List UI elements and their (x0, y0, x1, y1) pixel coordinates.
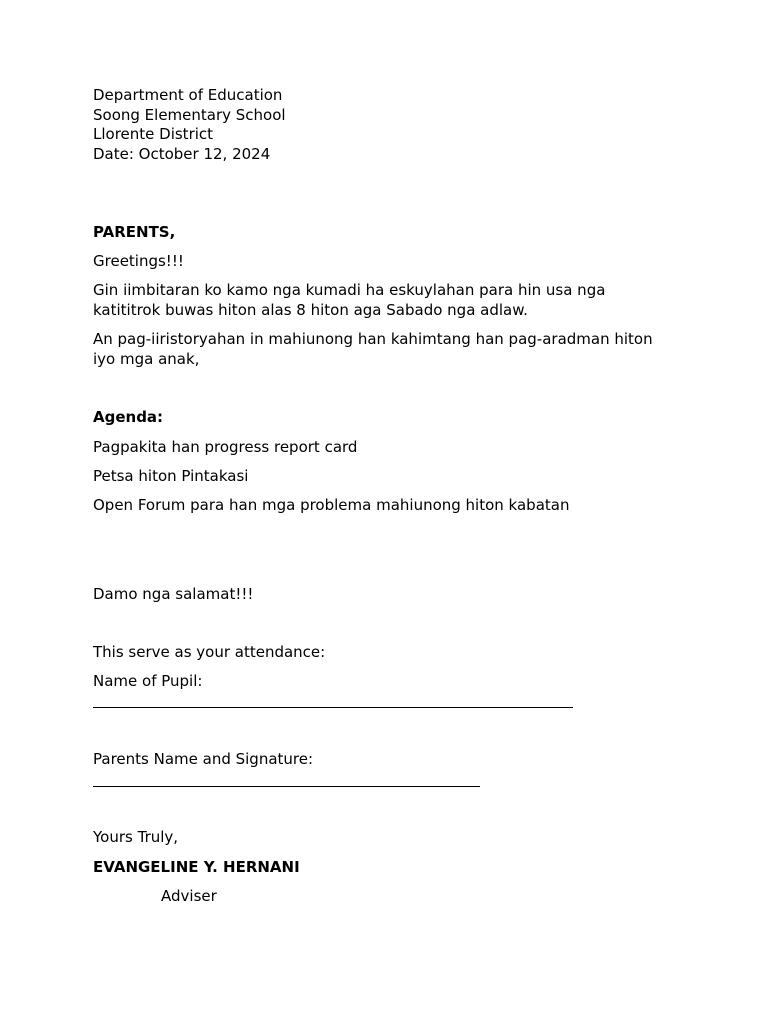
header-district: Llorente District (93, 125, 214, 143)
agenda-item: Petsa hiton Pintakasi (93, 467, 249, 485)
attendance-intro: This serve as your attendance: (93, 643, 326, 661)
letter-header (93, 86, 683, 164)
agenda-item: Open Forum para han mga problema mahiunong hiton kabatan (93, 496, 570, 514)
signatory-title: Adviser (161, 887, 217, 905)
body-paragraph-1-line-1: Gin iimbitaran ko kamo nga kumadi ha eskuylahan para hin usa nga (93, 281, 606, 299)
parent-signature-line (93, 786, 480, 787)
greeting: Greetings!!! (93, 252, 184, 270)
body-paragraph-2-line-1: An pag-iiristoryahan in mahiunong han kahimtang han pag-aradman hiton (93, 330, 653, 348)
parent-signature-label: Parents Name and Signature: (93, 750, 314, 768)
valediction: Yours Truly, (93, 828, 179, 846)
header-school: Soong Elementary School (93, 105, 286, 124)
header-date: Date: October 12, 2024 (93, 144, 271, 163)
body-paragraph-1-line-2: katititrok buwas hiton alas 8 hiton aga Sabado nga adlaw. (93, 300, 528, 319)
salutation: PARENTS, (93, 223, 176, 241)
signatory-name: EVANGELINE Y. HERNANI (93, 858, 300, 876)
pupil-name-line (93, 707, 573, 708)
agenda-item: Pagpakita han progress report card (93, 438, 358, 456)
pupil-name-label: Name of Pupil: (93, 672, 203, 690)
body-paragraph-2-line-2: iyo mga anak, (93, 349, 200, 368)
agenda-title: Agenda: (93, 408, 164, 426)
header-department: Department of Education (93, 86, 283, 104)
body-paragraph-2 (93, 330, 683, 369)
body-paragraph-1 (93, 281, 683, 320)
thanks-text: Damo nga salamat!!! (93, 585, 254, 603)
